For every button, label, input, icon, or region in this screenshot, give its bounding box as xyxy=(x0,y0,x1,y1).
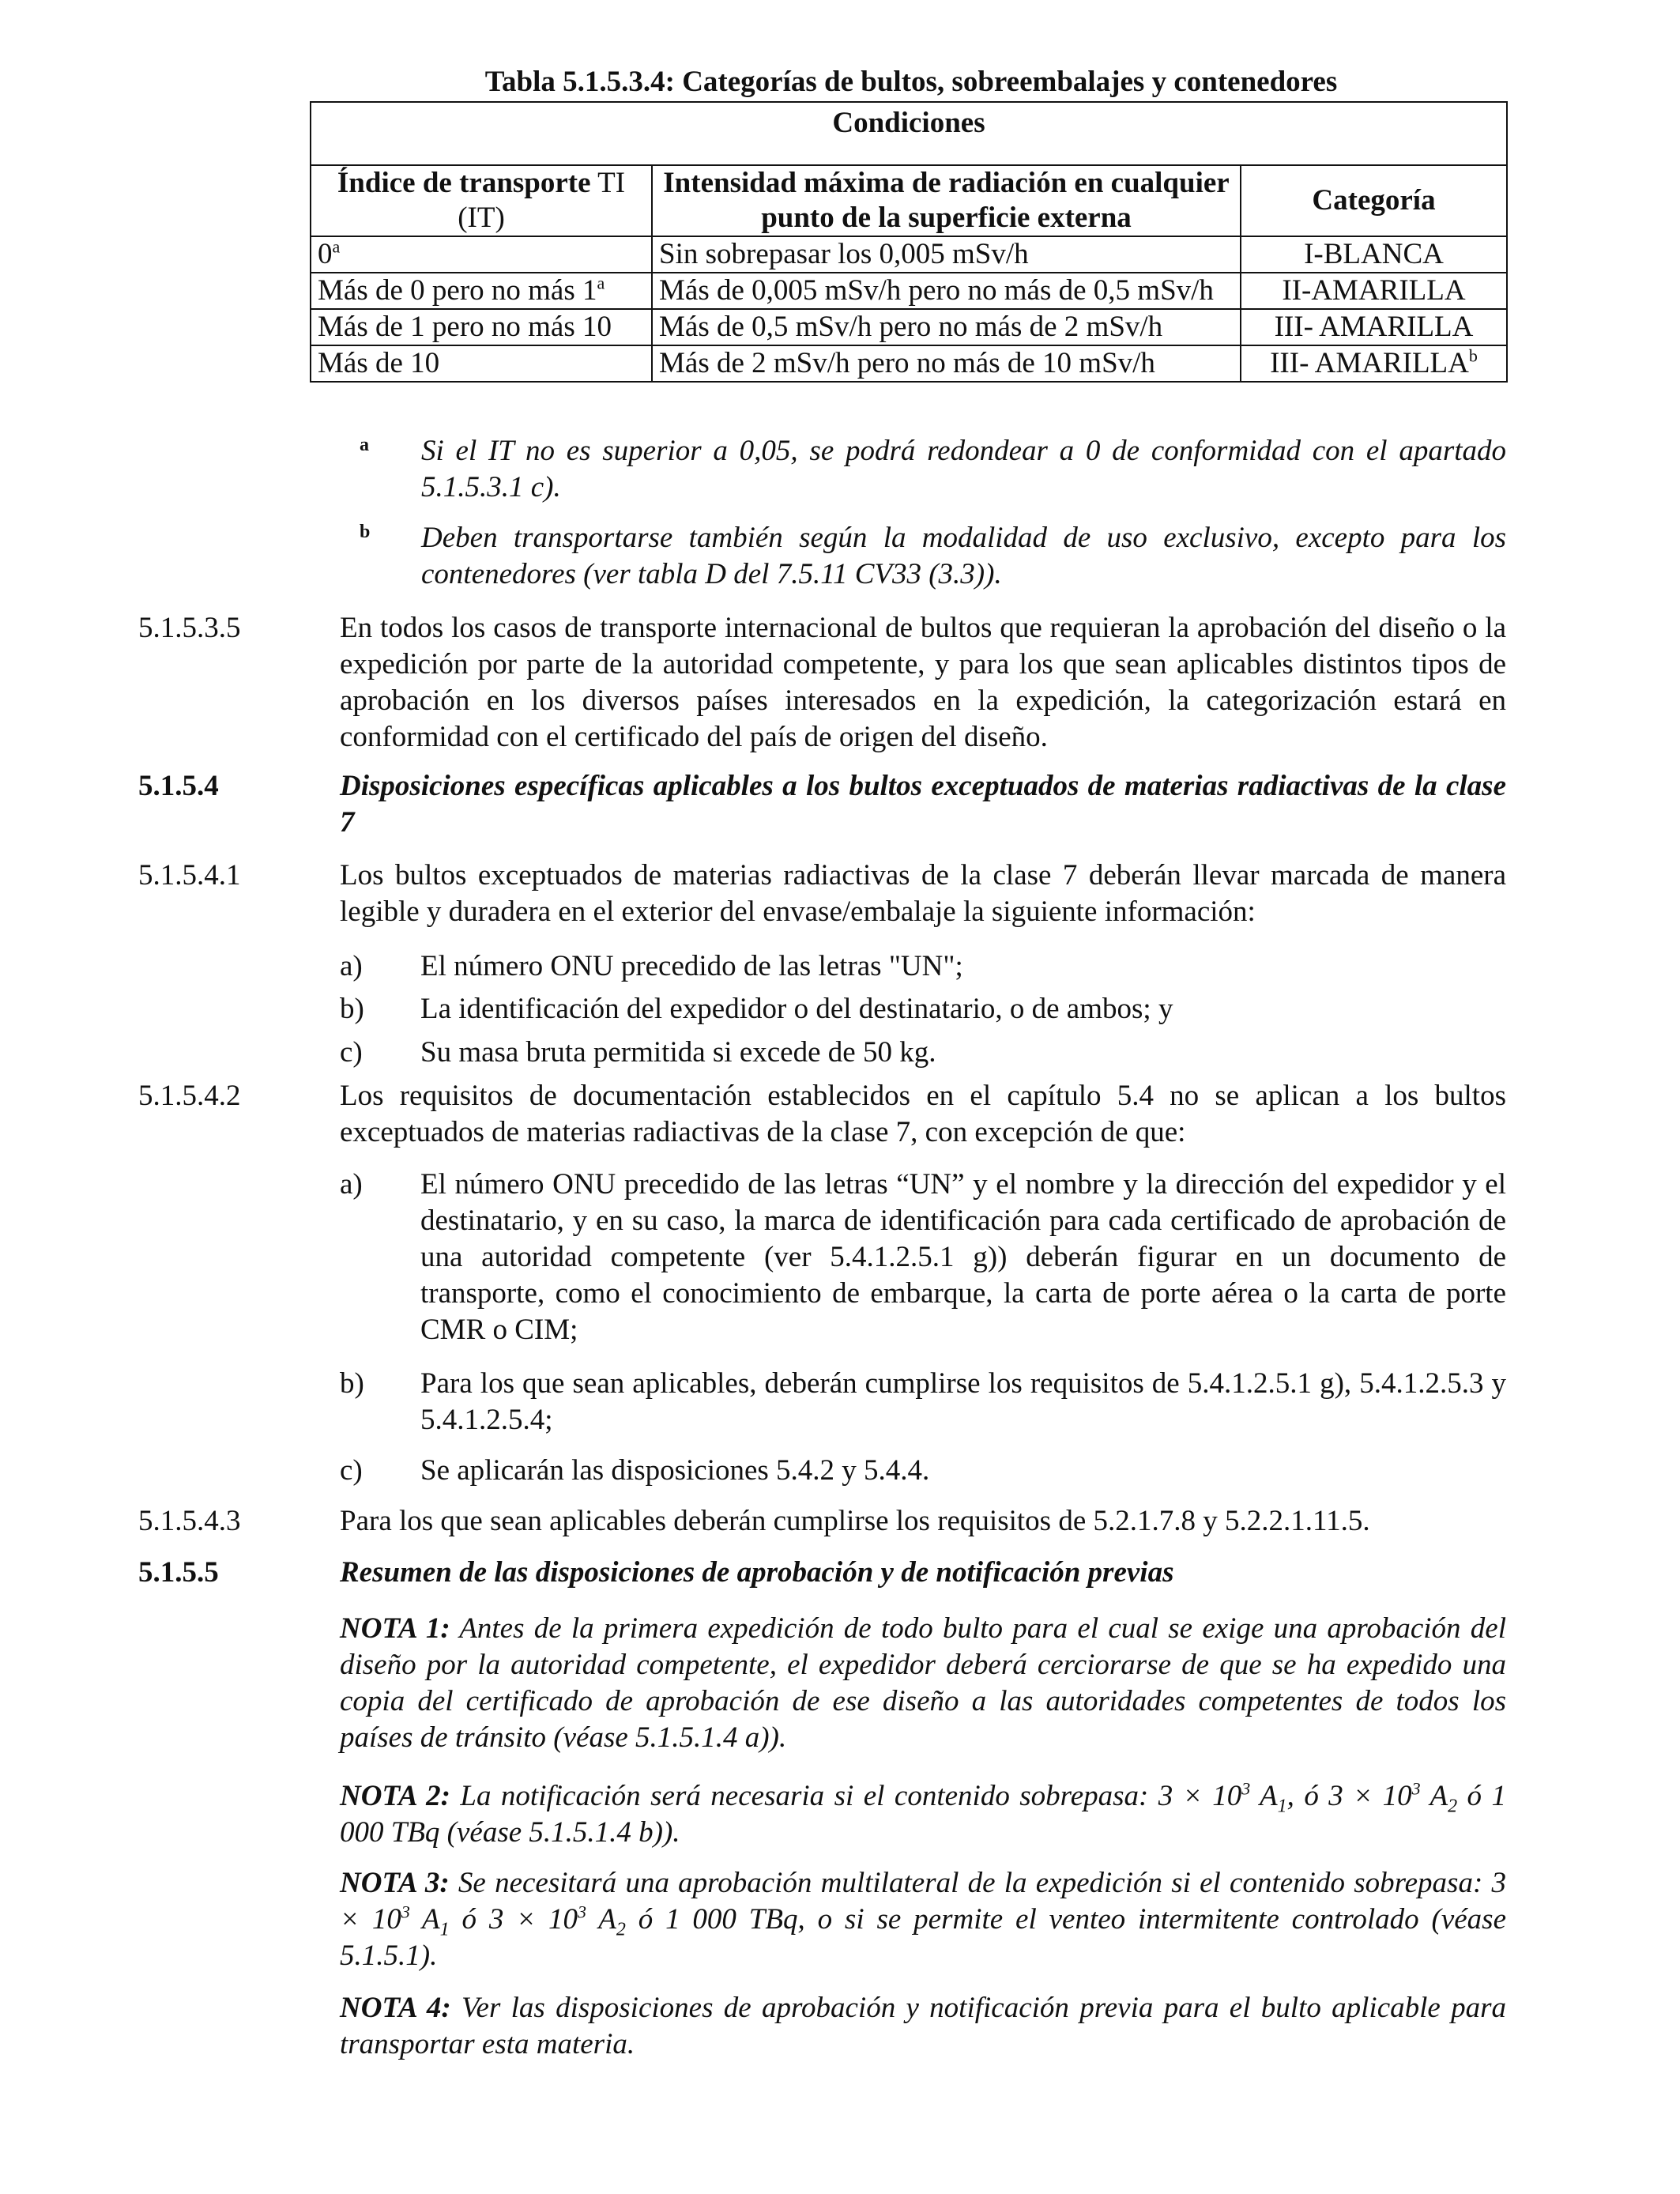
note-label: NOTA 1: xyxy=(340,1612,450,1645)
section-text: Los requisitos de documentación establecidos en el capítulo 5.4 no se aplican a los bultos exceptuados de materias radiactivas de la clase 7, con excepción de que: xyxy=(340,1080,1506,1148)
list-item: El número ONU precedido de las letras “UN” y el nombre y la dirección del expedidor y el destinatario, y en su caso, la marca de identificación para cada certificado de aprobación de una autoridad competente (ver 5.4.1.2.5.1 g)) deberán figurar en un documento de transporte, como el conocimiento de embarque, la carta de porte aérea o la carta de porte CMR o CIM; xyxy=(420,1168,1506,1346)
note-label: NOTA 3: xyxy=(340,1867,450,1899)
footnote-text: Deben transportarse también según la modalidad de uso exclusivo, excepto para los contenedores (ver tabla D del 7.5.11 CV33 (3.3)). xyxy=(421,522,1506,590)
intensity-cell: Más de 2 mSv/h pero no más de 10 mSv/h xyxy=(652,345,1241,382)
categories-table xyxy=(310,101,1508,383)
list-item-mark: b) xyxy=(340,993,364,1025)
list-item: Su masa bruta permitida si excede de 50 kg. xyxy=(420,1036,936,1069)
table-caption: Tabla 5.1.5.3.4: Categorías de bultos, sobreembalajes y contenedores xyxy=(484,66,1338,98)
category-column-header: Categoría xyxy=(1241,165,1507,236)
ti-header-bold: Índice de transporte xyxy=(337,167,591,199)
section-title: Disposiciones específicas aplicables a los bultos exceptuados de materias radiactivas de la clase 7 xyxy=(340,770,1506,839)
note-label: NOTA 2: xyxy=(340,1780,450,1812)
footnote-mark: a xyxy=(360,435,369,455)
section-number: 5.1.5.4.3 xyxy=(138,1505,241,1537)
table-row xyxy=(311,236,1507,273)
ti-column-header xyxy=(311,165,652,236)
table-row xyxy=(311,309,1507,345)
section-number: 5.1.5.4.2 xyxy=(138,1080,241,1112)
note-text: Antes de la primera expedición de todo bulto para el cual se exige una aprobación del diseño por la autoridad competente, el expedidor deberá cerciorarse de que se ha expedido una copia del certificado de aprobación de ese diseño a las autoridades competentes de todos los países de tránsito (véase 5.1.5.1.4 a)). xyxy=(340,1612,1506,1754)
list-item: Para los que sean aplicables, deberán cumplirse los requisitos de 5.4.1.2.5.1 g), 5.4.1.2.5.3 y 5.4.1.2.5.4; xyxy=(420,1367,1506,1436)
ti-header-rest: TI (IT) xyxy=(458,167,626,234)
list-item-mark: a) xyxy=(340,950,363,982)
category-cell: III- AMARILLA xyxy=(1241,309,1507,345)
intensity-cell: Sin sobrepasar los 0,005 mSv/h xyxy=(652,236,1241,273)
section-number: 5.1.5.5 xyxy=(138,1556,219,1589)
section-number: 5.1.5.3.5 xyxy=(138,612,241,644)
section-number: 5.1.5.4 xyxy=(138,770,219,802)
intensity-column-header: Intensidad máxima de radiación en cualquier punto de la superficie externa xyxy=(652,165,1241,236)
category-cell: III- AMARILLA$^b$ xyxy=(1241,345,1507,382)
note-2: NOTA 2: La notificación será necesaria si el contenido sobrepasa: $3 \times 10^3$ $A_1$, ó $3 \times 10^3$ $A_2$ ó 1 000 TBq (véase 5.1.5.1.4 b)). xyxy=(340,1778,1506,1849)
note-1 xyxy=(340,1611,1506,1756)
section-text: En todos los casos de transporte internacional de bultos que requieran la aprobación del diseño o la expedición por parte de la autoridad competente, y para los que sean aplicables distintos tipos de aprobación en los diversos países interesados en la expedición, la categorización estará en conformidad con el certificado del país de origen del diseño. xyxy=(340,612,1506,753)
ti-cell: 0$^a$ xyxy=(311,236,652,273)
note-3: NOTA 3: Se necesitará una aprobación multilateral de la expedición si el contenido sobrepasa: $3 \times 10^3$ $A_1$ ó $3 \times 10^3$ $A_2$ ó 1 000 TBq, o si se permite el venteo intermitente controlado (véase 5.1.5.1). xyxy=(340,1867,1507,1972)
ti-cell: Más de 10 xyxy=(311,345,652,382)
list-item-mark: c) xyxy=(340,1036,363,1069)
table-row xyxy=(311,345,1507,382)
section-text: Para los que sean aplicables deberán cumplirse los requisitos de 5.2.1.7.8 y 5.2.2.1.11.5. xyxy=(340,1505,1370,1537)
list-item-mark: a) xyxy=(340,1168,363,1201)
footnote-text: Si el IT no es superior a 0,05, se podrá redondear a 0 de conformidad con el apartado 5.1.5.3.1 c). xyxy=(421,435,1506,503)
section-text: Los bultos exceptuados de materias radiactivas de la clase 7 deberán llevar marcada de manera legible y duradera en el exterior del envase/embalaje la siguiente información: xyxy=(340,859,1506,928)
footnote-mark: b xyxy=(360,522,371,542)
note-text: Ver las disposiciones de aprobación y notificación previa para el bulto aplicable para transportar esta materia. xyxy=(340,1992,1506,2060)
intensity-cell: Más de 0,005 mSv/h pero no más de 0,5 mSv/h xyxy=(652,273,1241,309)
category-cell: I-BLANCA xyxy=(1241,236,1507,273)
list-item-mark: c) xyxy=(340,1454,363,1487)
list-item: El número ONU precedido de las letras "UN"; xyxy=(420,950,963,982)
list-item: La identificación del expedidor o del destinatario, o de ambos; y xyxy=(420,993,1173,1025)
section-title: Resumen de las disposiciones de aprobación y de notificación previas xyxy=(340,1556,1174,1589)
list-item: Se aplicarán las disposiciones 5.4.2 y 5.4.4. xyxy=(420,1454,930,1487)
table-row xyxy=(311,273,1507,309)
ti-cell: Más de 1 pero no más 10 xyxy=(311,309,652,345)
category-cell: II-AMARILLA xyxy=(1241,273,1507,309)
section-number: 5.1.5.4.1 xyxy=(138,859,241,892)
list-item-mark: b) xyxy=(340,1367,364,1400)
conditions-header: Condiciones xyxy=(311,102,1507,165)
note-label: NOTA 4: xyxy=(340,1992,451,2024)
intensity-cell: Más de 0,5 mSv/h pero no más de 2 mSv/h xyxy=(652,309,1241,345)
note-4 xyxy=(340,1990,1506,2063)
ti-cell: Más de 0 pero no más 1$^a$ xyxy=(311,273,652,309)
